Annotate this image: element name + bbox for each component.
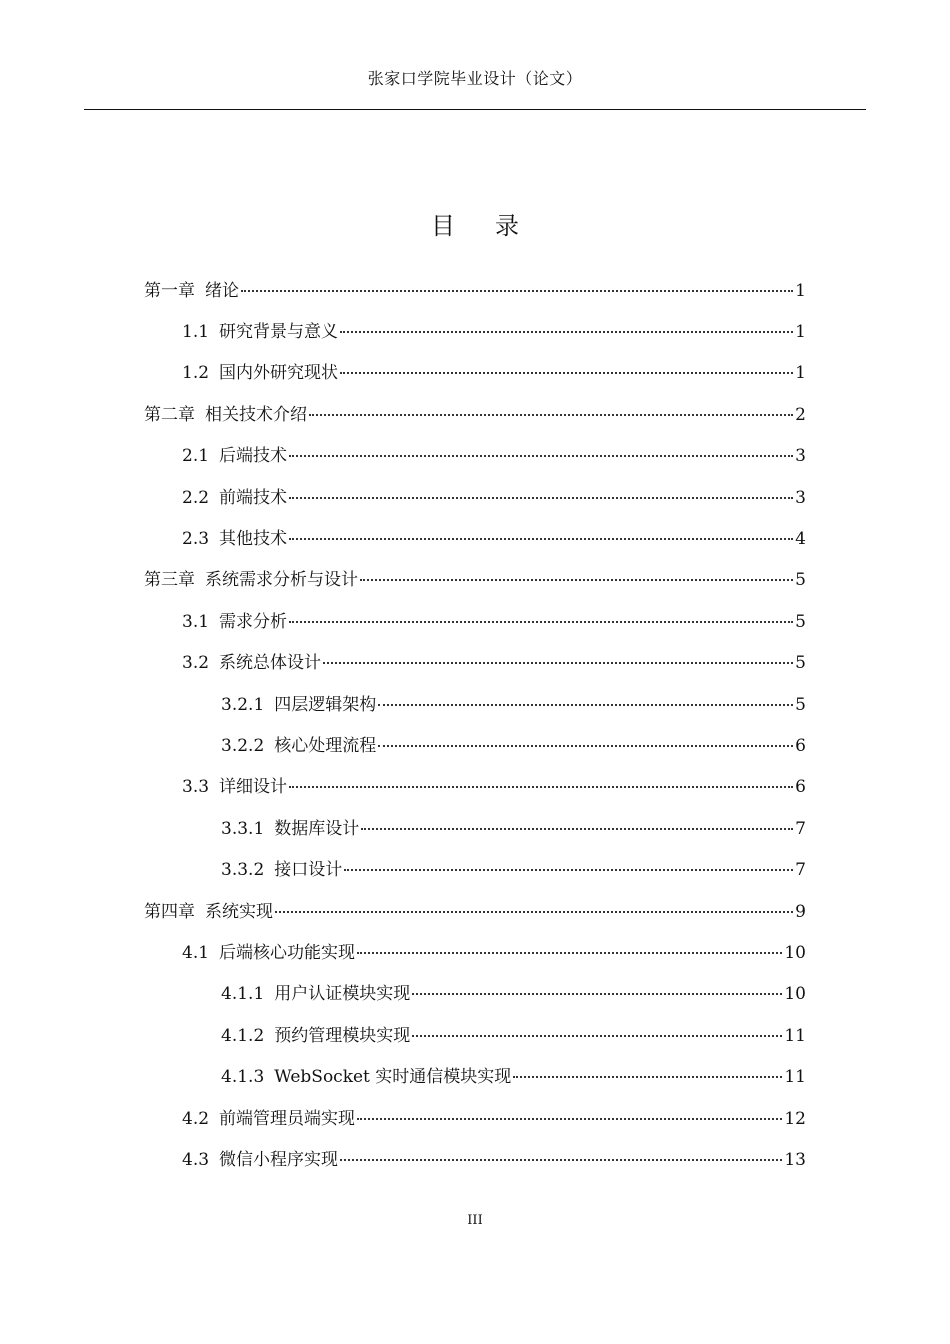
toc-entry-page: 5	[795, 611, 806, 632]
toc-entry-page: 11	[784, 1067, 806, 1088]
toc-entry-title: 后端核心功能实现	[219, 942, 356, 963]
toc-entry-number: 1.2	[182, 363, 210, 384]
toc-entry-title: 数据库设计	[274, 818, 360, 839]
toc-entry-page: 1	[795, 363, 806, 384]
toc-entry-title: 前端技术	[219, 487, 288, 508]
toc-entry[interactable]	[0, 270, 950, 311]
toc-entry[interactable]	[0, 436, 950, 477]
toc-entry-title: 系统总体设计	[219, 653, 322, 674]
dot-leader	[241, 290, 793, 292]
toc-entry-number: 4.1.3	[221, 1067, 265, 1088]
toc-entry-number: 4.1	[182, 942, 210, 963]
toc-entry[interactable]	[0, 560, 950, 601]
toc-entry-number: 1.1	[182, 322, 210, 343]
dot-leader	[412, 993, 782, 995]
toc-entry[interactable]	[0, 1015, 950, 1056]
toc-entry-number: 2.3	[182, 529, 210, 550]
dot-leader	[323, 662, 793, 664]
toc-entry[interactable]	[0, 353, 950, 394]
toc-entry-number: 3.3.2	[221, 860, 265, 881]
toc-entry-title: 后端技术	[219, 446, 288, 467]
toc-entry[interactable]	[0, 767, 950, 808]
toc-entry[interactable]	[0, 394, 950, 435]
toc-entry-page: 4	[795, 529, 806, 550]
toc-entry-title: 用户认证模块实现	[274, 984, 411, 1005]
toc-entry[interactable]	[0, 725, 950, 766]
dot-leader	[289, 497, 793, 499]
dot-leader	[289, 621, 793, 623]
toc-entry-number: 2.1	[182, 446, 210, 467]
toc-entry-title: 预约管理模块实现	[274, 1025, 411, 1046]
toc-entry-title: 系统需求分析与设计	[205, 570, 358, 591]
toc-entry[interactable]	[0, 1056, 950, 1097]
toc-entry-page: 7	[795, 818, 806, 839]
footer-page-number: III	[467, 1213, 483, 1228]
toc-entry-page: 12	[784, 1108, 806, 1129]
dot-leader	[309, 414, 793, 416]
toc-entry-title: 前端管理员端实现	[219, 1108, 356, 1129]
toc-entry-number: 第一章	[144, 280, 195, 301]
toc-entry-title: 国内外研究现状	[219, 363, 339, 384]
toc-entry[interactable]	[0, 477, 950, 518]
toc-entry-page: 10	[784, 942, 806, 963]
toc-entry-number: 3.2.1	[221, 694, 265, 715]
toc-entry-number: 3.3	[182, 777, 210, 798]
toc-entry[interactable]	[0, 518, 950, 559]
toc-entry-page: 5	[795, 653, 806, 674]
dot-leader	[412, 1035, 782, 1037]
header-rule	[84, 109, 866, 110]
dot-leader	[289, 786, 793, 788]
dot-leader	[378, 745, 793, 747]
toc-entry-number: 4.2	[182, 1108, 210, 1129]
dot-leader	[357, 952, 782, 954]
toc-entry[interactable]	[0, 684, 950, 725]
dot-leader	[344, 869, 793, 871]
dot-leader	[360, 579, 793, 581]
toc-entry-number: 3.3.1	[221, 818, 265, 839]
dot-leader	[378, 704, 793, 706]
toc-entry-page: 2	[795, 404, 806, 425]
toc-entry-page: 10	[784, 984, 806, 1005]
dot-leader	[340, 372, 793, 374]
toc-entry-page: 13	[784, 1149, 806, 1170]
toc-entry-title: 绪论	[205, 280, 239, 301]
toc-entry-page: 6	[795, 735, 806, 756]
toc-entry-page: 9	[795, 901, 806, 922]
toc-entry-title: 需求分析	[219, 611, 288, 632]
toc-entry-number: 4.1.2	[221, 1025, 265, 1046]
running-header: 张家口学院毕业设计（论文）	[367, 69, 583, 88]
toc-entry[interactable]	[0, 1139, 950, 1180]
dot-leader	[340, 331, 793, 333]
table-of-contents	[0, 270, 950, 1181]
toc-entry-title: 核心处理流程	[274, 735, 377, 756]
toc-entry-title: WebSocket 实时通信模块实现	[274, 1067, 512, 1088]
dot-leader	[513, 1076, 782, 1078]
toc-entry-page: 6	[795, 777, 806, 798]
dot-leader	[361, 828, 793, 830]
toc-entry-number: 3.2.2	[221, 735, 265, 756]
toc-entry-title: 微信小程序实现	[219, 1149, 339, 1170]
toc-entry-number: 4.1.1	[221, 984, 265, 1005]
toc-title: 目录	[431, 212, 559, 240]
toc-entry-page: 7	[795, 860, 806, 881]
toc-entry-title: 相关技术介绍	[205, 404, 307, 425]
toc-entry-number: 2.2	[182, 487, 210, 508]
toc-entry-number: 3.1	[182, 611, 210, 632]
toc-entry[interactable]	[0, 1098, 950, 1139]
toc-entry-title: 系统实现	[205, 901, 273, 922]
toc-entry[interactable]	[0, 932, 950, 973]
toc-entry-page: 5	[795, 694, 806, 715]
toc-entry-page: 3	[795, 446, 806, 467]
toc-entry[interactable]	[0, 601, 950, 642]
toc-entry-number: 4.3	[182, 1149, 210, 1170]
toc-entry[interactable]	[0, 891, 950, 932]
dot-leader	[275, 911, 793, 913]
toc-entry-page: 1	[795, 280, 806, 301]
toc-entry[interactable]	[0, 849, 950, 890]
toc-entry[interactable]	[0, 974, 950, 1015]
toc-entry[interactable]	[0, 808, 950, 849]
toc-entry-number: 第四章	[144, 901, 195, 922]
dot-leader	[340, 1159, 782, 1161]
toc-entry-page: 3	[795, 487, 806, 508]
toc-entry-number: 3.2	[182, 653, 210, 674]
toc-entry-number: 第二章	[144, 404, 195, 425]
toc-entry-number: 第三章	[144, 570, 195, 591]
dot-leader	[289, 455, 793, 457]
dot-leader	[289, 538, 793, 540]
toc-entry-page: 5	[795, 570, 806, 591]
toc-entry-page: 11	[784, 1025, 806, 1046]
toc-entry-page: 1	[795, 322, 806, 343]
dot-leader	[357, 1118, 782, 1120]
toc-entry-title: 研究背景与意义	[219, 322, 339, 343]
toc-entry[interactable]	[0, 643, 950, 684]
toc-entry-title: 四层逻辑架构	[274, 694, 377, 715]
toc-entry[interactable]	[0, 311, 950, 352]
toc-entry-title: 接口设计	[274, 860, 343, 881]
toc-entry-title: 其他技术	[219, 529, 288, 550]
toc-entry-title: 详细设计	[219, 777, 288, 798]
